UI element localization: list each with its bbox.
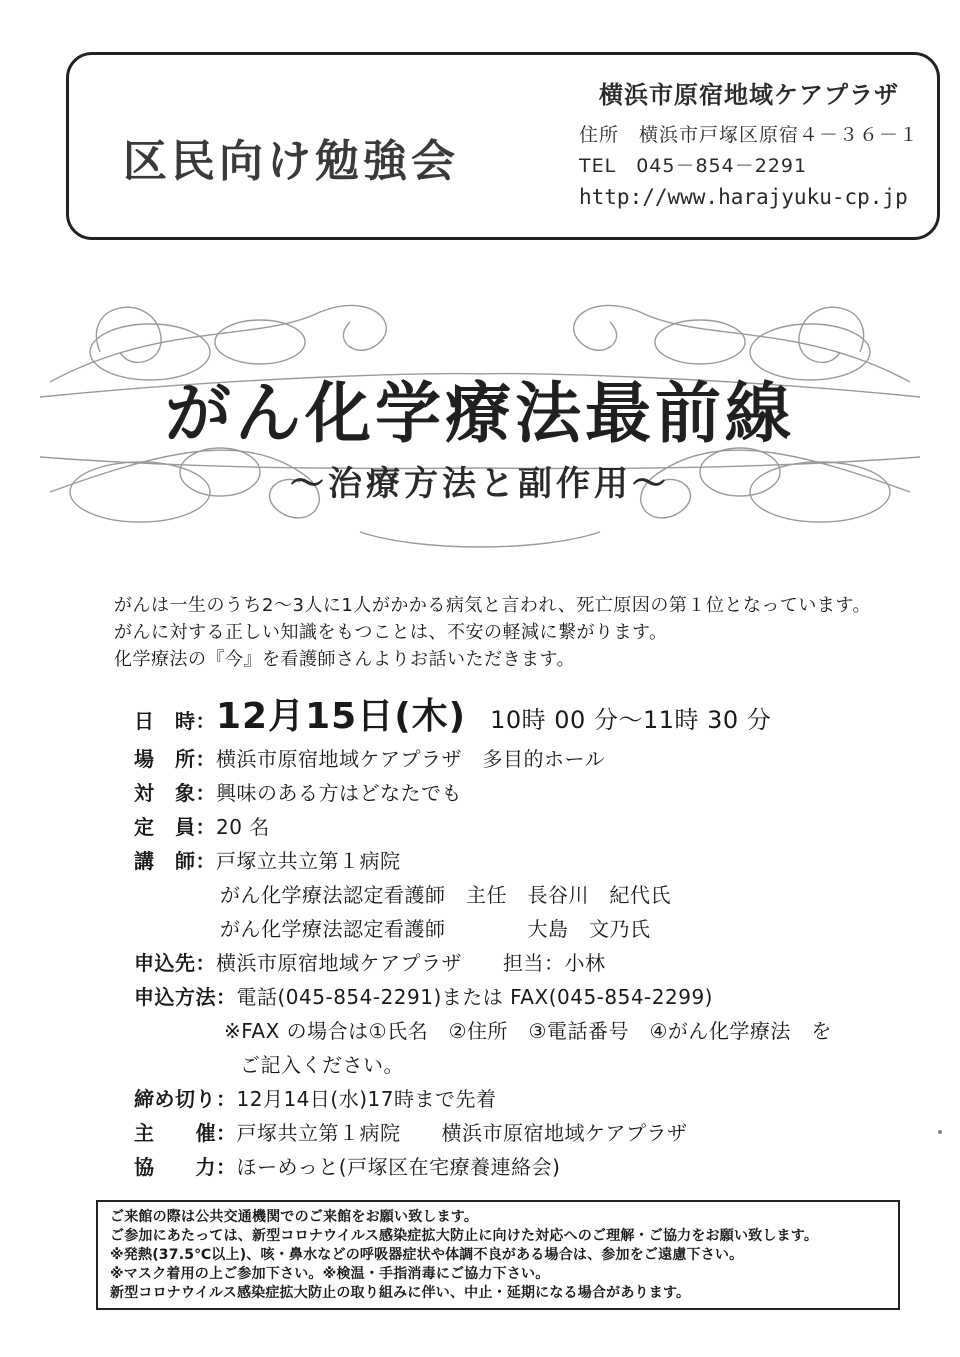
venue-value: 横浜市原宿地域ケアプラザ 多目的ホール <box>216 747 606 771</box>
deadline-row <box>134 1082 914 1116</box>
apply-method-label: 申込方法： <box>134 985 237 1009</box>
venue-label: 場 所： <box>134 747 216 771</box>
intro-line: がんは一生のうち2～3人に1人がかかる病気と言われ、死亡原因の第１位となっています。 <box>114 595 871 616</box>
venue-row <box>134 742 914 776</box>
apply-to-label: 申込先： <box>134 951 216 975</box>
coop-label: 協 力： <box>134 1155 237 1179</box>
notice-line: 新型コロナウイルス感染症拡大防止の取り組みに伴い、中止・延期になる場合があります。 <box>110 1285 691 1301</box>
header-box <box>66 52 940 240</box>
capacity-value: 20 名 <box>216 815 270 839</box>
lecturer-2: がん化学療法認定看護師 大島 文乃氏 <box>220 917 651 941</box>
organization-tel: TEL 045－854－2291 <box>579 155 808 177</box>
intro-text <box>114 592 914 673</box>
event-time: 10時 00 分～11時 30 分 <box>490 706 772 734</box>
event-details <box>134 696 914 1184</box>
deadline-label: 締め切り： <box>134 1087 237 1111</box>
apply-to-value: 横浜市原宿地域ケアプラザ 担当：小林 <box>216 951 606 975</box>
capacity-label: 定 員： <box>134 815 216 839</box>
date-row <box>134 696 914 738</box>
header-title: 区民向け勉強会 <box>123 136 459 187</box>
organization-info <box>579 75 929 212</box>
notice-line: ご来館の際は公共交通機関でのご来館をお願い致します。 <box>110 1209 479 1225</box>
main-title: がん化学療法最前線 <box>165 375 795 452</box>
target-value: 興味のある方はどなたでも <box>216 781 462 805</box>
notice-line: ※マスク着用の上ご参加下さい。※検温・手指消毒にご協力下さい。 <box>110 1266 550 1282</box>
organization-url[interactable]: http://www.harajyuku-cp.jp <box>579 185 908 209</box>
apply-method-row <box>134 980 914 1014</box>
date-label: 日 時： <box>134 709 216 733</box>
organization-name: 横浜市原宿地域ケアプラザ <box>599 81 899 109</box>
lecturer-label: 講 師： <box>134 849 216 873</box>
fax-note-2: ご記入ください。 <box>240 1053 404 1077</box>
notice-line: ご参加にあたっては、新型コロナウイルス感染症拡大防止に向けた対応へのご理解・ご協力をお願い致します。 <box>110 1228 819 1244</box>
sub-title: ～治療方法と副作用～ <box>290 464 670 504</box>
organization-address: 住所 横浜市戸塚区原宿４－３６－１ <box>579 124 920 146</box>
host-value: 戸塚共立第１病院 横浜市原宿地域ケアプラザ <box>236 1121 688 1145</box>
notice-line: ※発熱(37.5℃以上)、咳・鼻水などの呼吸器症状や体調不良がある場合は、参加をご遠慮下さい。 <box>110 1247 744 1263</box>
coop-value: ほーめっと(戸塚区在宅療養連絡会) <box>236 1155 561 1179</box>
target-row <box>134 776 914 810</box>
intro-line: 化学療法の『今』を看護師さんよりお話いただきます。 <box>114 649 576 670</box>
notice-box <box>96 1200 900 1310</box>
lecturer-1: がん化学療法認定看護師 主任 長谷川 紀代氏 <box>220 883 671 907</box>
capacity-row <box>134 810 914 844</box>
scan-mark <box>938 1130 942 1134</box>
fax-note-1: ※FAX の場合は①氏名 ②住所 ③電話番号 ④がん化学療法 を <box>224 1019 832 1043</box>
lecturer-hospital: 戸塚立共立第１病院 <box>216 849 401 873</box>
lecturer-row <box>134 844 914 878</box>
apply-method-value: 電話(045-854-2291)または FAX(045-854-2299) <box>236 985 713 1009</box>
apply-to-row <box>134 946 914 980</box>
deadline-value: 12月14日(水)17時まで先着 <box>236 1087 497 1111</box>
coop-row <box>134 1150 914 1184</box>
event-date: 12月15日(木) <box>216 696 467 737</box>
intro-line: がんに対する正しい知識をもつことは、不安の軽減に繋がります。 <box>114 622 668 643</box>
host-label: 主 催： <box>134 1121 237 1145</box>
target-label: 対 象： <box>134 781 216 805</box>
host-row <box>134 1116 914 1150</box>
